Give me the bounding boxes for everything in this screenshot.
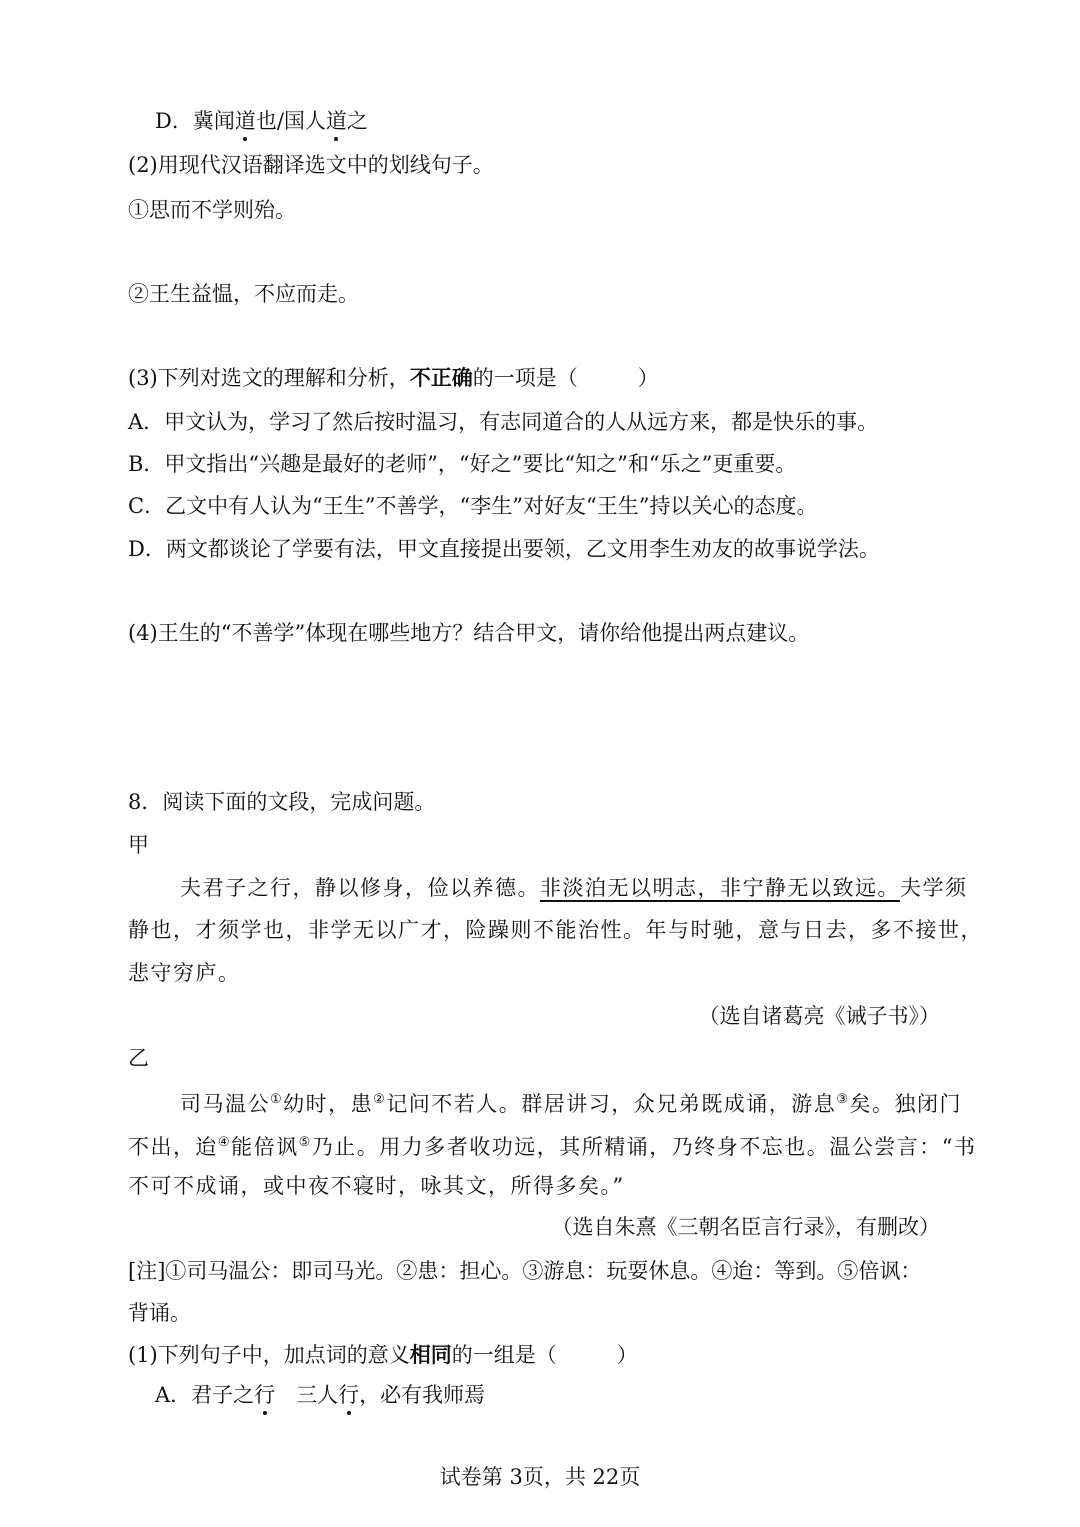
- text: 也/国人: [255, 109, 326, 133]
- passage-yi-line3: 不可不成诵，或中夜不寝时，咏其文，所得多矣。”: [128, 1174, 625, 1198]
- text: 夫学须: [900, 876, 968, 900]
- notes-line2: 背诵。: [128, 1301, 191, 1325]
- underlined-sentence: 非淡泊无以明志，非宁静无以致远。: [540, 876, 900, 900]
- text: 之: [346, 109, 368, 133]
- dotted-char: 行: [254, 1380, 275, 1410]
- text: 司马温公: [180, 1092, 270, 1116]
- text: (1)下列句子中，加点词的意义: [128, 1343, 410, 1367]
- text: 能倍讽: [231, 1135, 299, 1159]
- passage-yi-line1: [180, 1085, 962, 1119]
- q7-sub2-item2: ②王生益愠，不应而走。: [128, 282, 359, 306]
- text: D．冀闻: [155, 109, 235, 133]
- q7-sub3-option-b: B．甲文指出“兴趣是最好的老师”，“好之”要比“知之”和“乐之”更重要。: [128, 452, 797, 476]
- text: 的一组是（: [451, 1343, 557, 1367]
- q7-sub4-prompt: (4)王生的“不善学”体现在哪些地方？结合甲文，请你给他提出两点建议。: [128, 621, 810, 645]
- dotted-char: 道: [326, 106, 347, 136]
- text: 的一项是（: [472, 366, 578, 390]
- q7-sub3-option-a: A．甲文认为，学习了然后按时温习，有志同道合的人从远方来，都是快乐的事。: [128, 410, 879, 434]
- text: 不出，迨: [128, 1135, 218, 1159]
- footnote-marker: ②: [373, 1092, 387, 1107]
- passage-jia-line2: 静也，才须学也，非学无以广才，险躁则不能治性。年与时驰，意与日去，多不接世，: [128, 918, 983, 942]
- notes-line1: [注]①司马温公：即司马光。②患：担心。③游息：玩耍休息。④迨：等到。⑤倍讽：: [128, 1259, 922, 1283]
- passage-yi-source: （选自朱熹《三朝名臣言行录》，有删改）: [551, 1215, 940, 1239]
- text: 三人: [275, 1383, 339, 1407]
- text: ，必有我师焉: [359, 1383, 486, 1407]
- footnote-marker: ③: [836, 1092, 850, 1107]
- q7-sub2-item1: ①思而不学则殆。: [128, 198, 296, 222]
- passage-yi-label: 乙: [128, 1046, 149, 1070]
- text: 夫君子之行，静以修身，俭以养德。: [180, 876, 540, 900]
- emphasis-text: 不正确: [409, 365, 473, 390]
- text: ）: [616, 1343, 638, 1367]
- footnote-marker: ①: [270, 1092, 284, 1107]
- text: (3)下列对选文的理解和分析，: [128, 366, 410, 390]
- passage-jia-line3: 悲守穷庐。: [128, 961, 241, 985]
- dotted-char: 行: [338, 1380, 359, 1410]
- q8-heading: 8．阅读下面的文段，完成问题。: [128, 790, 436, 814]
- q7-sub3-option-d: D．两文都谈论了学要有法，甲文直接提出要领，乙文用李生劝友的故事说学法。: [128, 537, 880, 561]
- text: A．君子之: [155, 1383, 255, 1407]
- q7-option-d: [155, 106, 368, 136]
- q8-sub1-prompt: [128, 1340, 638, 1370]
- footnote-marker: ④: [218, 1135, 232, 1150]
- q7-sub2-prompt: (2)用现代汉语翻译选文中的划线句子。: [128, 153, 494, 177]
- text: 幼时，患: [283, 1092, 374, 1116]
- text: 矣。独闭门: [849, 1092, 962, 1116]
- passage-jia-source: （选自诸葛亮《诫子书》）: [698, 1004, 940, 1028]
- text: 记问不若人。群居讲习，众兄弟既成诵，游息: [386, 1092, 837, 1116]
- text: ）: [637, 366, 659, 390]
- q8-sub1-option-a: [155, 1380, 485, 1410]
- q7-sub3-prompt: [128, 363, 659, 393]
- footnote-marker: ⑤: [298, 1135, 312, 1150]
- page-footer: 试卷第 3页，共 22页: [439, 1465, 641, 1489]
- passage-jia-label: 甲: [128, 833, 149, 857]
- passage-jia-line1: [180, 873, 968, 903]
- passage-yi-line2: [128, 1128, 977, 1162]
- text: 乃止。用力多者收功远，其所精诵，乃终身不忘也。温公尝言：“书: [311, 1135, 977, 1159]
- emphasis-text: 相同: [409, 1342, 452, 1367]
- q7-sub3-option-c: C．乙文中有人认为“王生”不善学，“李生”对好友“王生”持以关心的态度。: [128, 494, 818, 518]
- dotted-char: 道: [235, 106, 256, 136]
